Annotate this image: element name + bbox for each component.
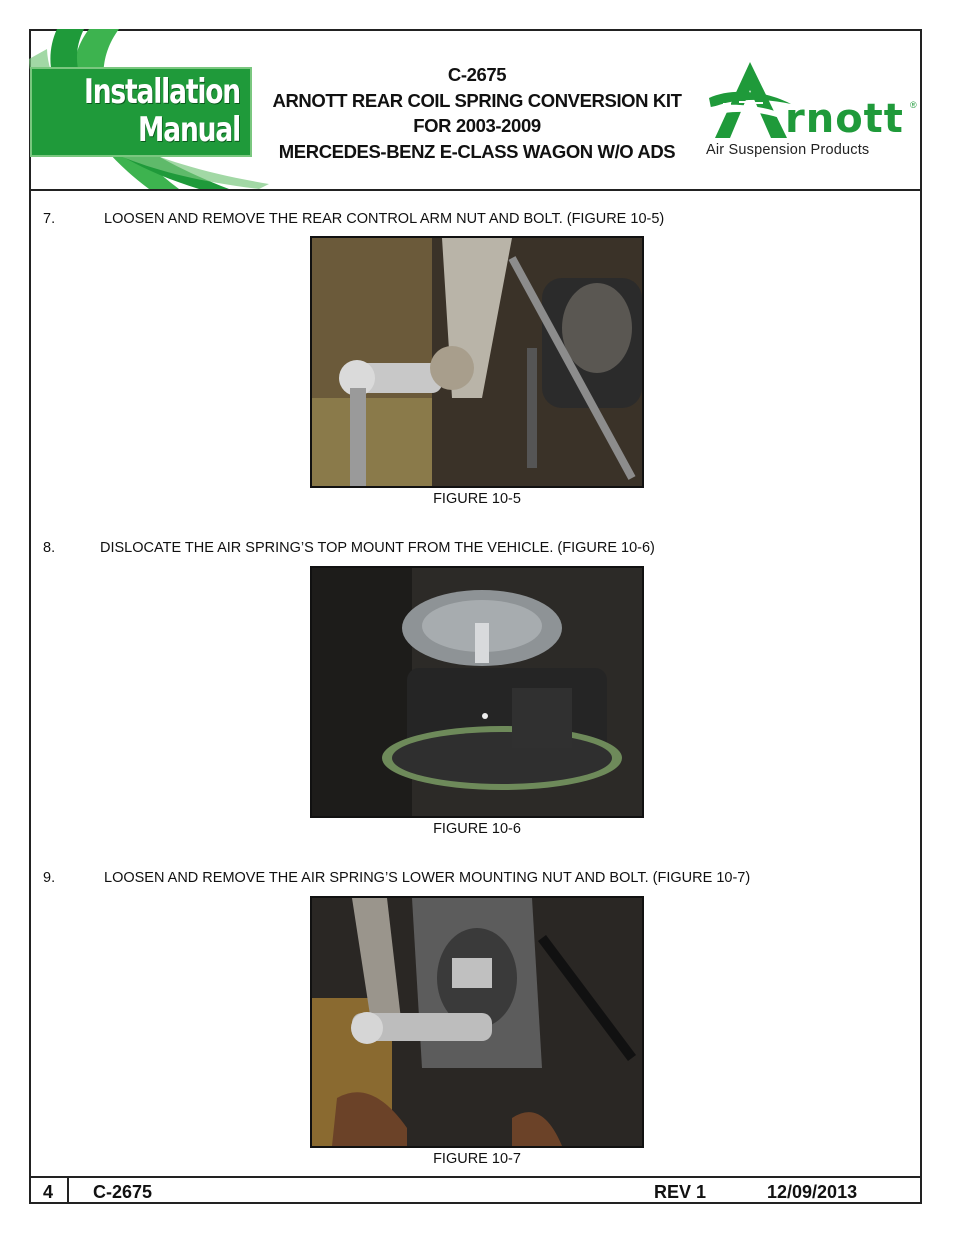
step-number: 9. <box>43 870 56 886</box>
figure-caption: FIGURE 10-5 <box>433 491 521 507</box>
arnott-logo <box>705 60 920 160</box>
figure-10-5-photo <box>310 236 644 488</box>
logo-tagline: Air Suspension Products <box>706 142 870 158</box>
step-text: LOOSEN AND REMOVE THE AIR SPRING’S LOWER MOUNTING NUT AND BOLT. (FIGURE 10-7) <box>104 870 751 886</box>
figure-caption: FIGURE 10-7 <box>433 1151 521 1167</box>
document-header <box>29 29 922 191</box>
document-title-block <box>269 62 685 164</box>
logo-wordmark: rnott <box>785 96 904 142</box>
figure-10-7-photo <box>310 896 644 1148</box>
title-line-2: FOR 2003-2009 <box>413 115 541 136</box>
badge-title: Installation Manual <box>83 72 240 150</box>
step-text: LOOSEN AND REMOVE THE REAR CONTROL ARM NUT AND BOLT. (FIGURE 10-5) <box>104 211 665 227</box>
step-number: 8. <box>43 540 56 556</box>
arnott-a-mark-icon <box>705 60 795 145</box>
footer-part-number: C-2675 <box>93 1182 153 1202</box>
figure-caption: FIGURE 10-6 <box>433 821 521 837</box>
figure-10-6-photo <box>310 566 644 818</box>
footer-date: 12/09/2013 <box>767 1182 858 1202</box>
step-number: 7. <box>43 211 56 227</box>
step-text: DISLOCATE THE AIR SPRING’S TOP MOUNT FROM THE VEHICLE. (FIGURE 10-6) <box>100 540 655 556</box>
page-footer <box>29 1176 922 1204</box>
registered-mark: ® <box>910 100 917 110</box>
footer-revision: REV 1 <box>654 1182 707 1202</box>
title-line-1: ARNOTT REAR COIL SPRING CONVERSION KIT <box>272 89 682 111</box>
page-number: 4 <box>43 1182 54 1202</box>
part-number-title: C-2675 <box>447 64 507 85</box>
installation-manual-badge <box>30 67 252 157</box>
footer-divider <box>67 1178 69 1204</box>
title-line-3: MERCEDES-BENZ E-CLASS WAGON W/O ADS <box>278 140 676 162</box>
